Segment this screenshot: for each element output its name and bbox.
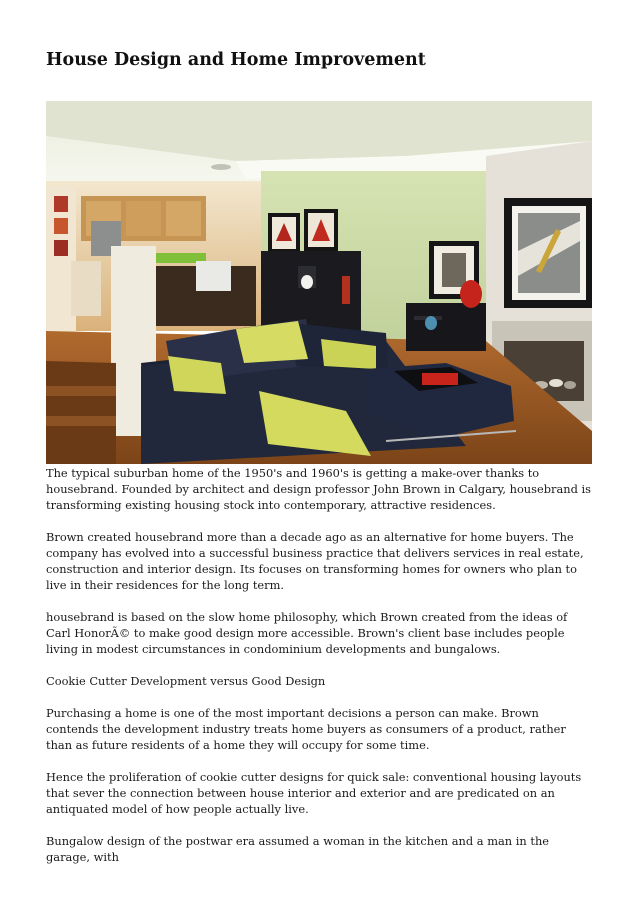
document-title: House Design and Home Improvement: [46, 50, 426, 70]
living-room-photo: [46, 101, 592, 464]
living-room-illustration: [46, 101, 592, 464]
article-body: [46, 465, 594, 881]
paragraph: Hence the proliferation of cookie cutter designs for quick sale: conventional housing layouts that sever the connection between house interior and exterior and are predicated on an antiquated model of how people actually live.: [46, 770, 582, 816]
paragraph: Brown created housebrand more than a decade ago as an alternative for home buyers. The company has evolved into a successful business practice that delivers services in real estate, construction and interior design. Its focuses on transforming homes for owners who plan to live in their residences for the long term.: [46, 530, 584, 592]
paragraph: Bungalow design of the postwar era assumed a woman in the kitchen and a man in the garage, with: [46, 834, 550, 864]
paragraph: Purchasing a home is one of the most important decisions a person can make. Brown contends the development industry treats home buyers as consumers of a product, rather than as future residents of a home they will occupy for some time.: [46, 706, 566, 752]
section-heading: Cookie Cutter Development versus Good Design: [46, 674, 326, 688]
paragraph: housebrand is based on the slow home philosophy, which Brown created from the ideas of Carl HonorÃ© to make good design more accessible. Brown's client base includes people living in modest circumstances in condominium developments and bungalows.: [46, 610, 568, 656]
paragraph: The typical suburban home of the 1950's and 1960's is getting a make-over thanks to housebrand. Founded by architect and design professor John Brown in Calgary, housebrand is transforming existing housing stock into contemporary, attractive residences.: [46, 466, 591, 512]
